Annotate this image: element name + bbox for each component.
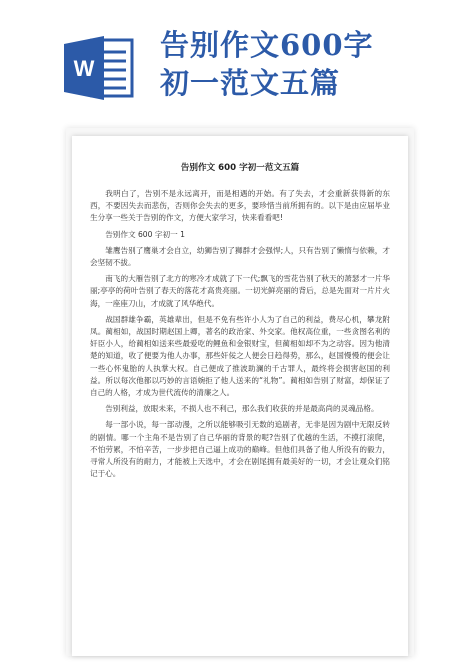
document-paragraph: 告别利益，放眼未来，不损人也不利己，那么我们收获的并是最高尚的灵魂品格。 [105,404,379,414]
document-title: 告别作文 600 字初一范文五篇 [180,163,300,173]
document-paragraph: 每一部小说，每一部动漫，之所以能够吸引无数的追剧者，无非是因为剧中无限反转的剧情。哪一个主角不是告别了自己华丽的背景的呢?告别了优越的生活，不摸打滚爬，不怕劳累，不怕辛苦，一步步把自己逼上成功的巅峰。但他们具备了他人所没有的毅力，寻常人所没有的耐力，才能被上天选中，才会在剧尾拥有最美好的一切，才会让观众们铭记于心。 [90,420,390,479]
document-paragraph: 我明白了，告别不是永远离开，而是相遇的开始。有了失去，才会重新获得新的东西，不要因失去而悲伤，否则你会失去的更多，要珍惜当前所拥有的。以下是由应届毕业生分享一些关于告别的作文，方便大家学习，快来看看吧! [90,189,390,223]
document-paragraph: 南飞的大雁告别了北方的寒冷才成就了下一代;飘飞的雪花告别了秋天的萧瑟才一片华丽;亭亭的荷叶告别了春天的落花才高贵亮丽。一切光鲜亮丽的背后，总是先面对一片片火海，一座座刀山，才成就了风华绝代。 [90,274,390,308]
title-line-1: 告别作文600字 [160,28,374,62]
word-document-icon [62,30,138,106]
document-paragraph: 战国群雄争霸，英雄辈出，但是不免有些许小人为了自己的利益，费尽心机，攀龙附凤。蔺相如，战国时期赵国上卿，著名的政治家、外交家。他权高位重，一些贪图名利的奸臣小人，给蔺相如送来些最爱吃的鲤鱼和金银财宝，但蔺相如却不为之动容。因为他清楚的知道，收了便要为他人办事，那些奸佞之人便会日趋得势，那么，赵国慢慢的便会让一些心怀鬼胎的人执掌大权。自己便成了推波助澜的千古罪人，最终将会损害赵国的利益。所以每次他都以巧妙的言语婉拒了他人送来的“礼物”。蔺相如告别了财富，却保证了自己的人格，才成为世代流传的清廉之人。 [90,314,390,398]
header-banner [0,0,474,118]
document-paragraph: 雏鹰告别了鹰巢才会自立，幼狮告别了狮群才会强悍;人，只有告别了懒惰与依赖，才会坚韧不拔。 [90,245,390,268]
word-icon-letter: W [73,56,95,81]
document-page [72,136,408,656]
title-line-2: 初一范文五篇 [160,66,341,100]
section-heading: 告别作文 600 字初一 1 [105,229,185,239]
page-title [160,26,470,102]
